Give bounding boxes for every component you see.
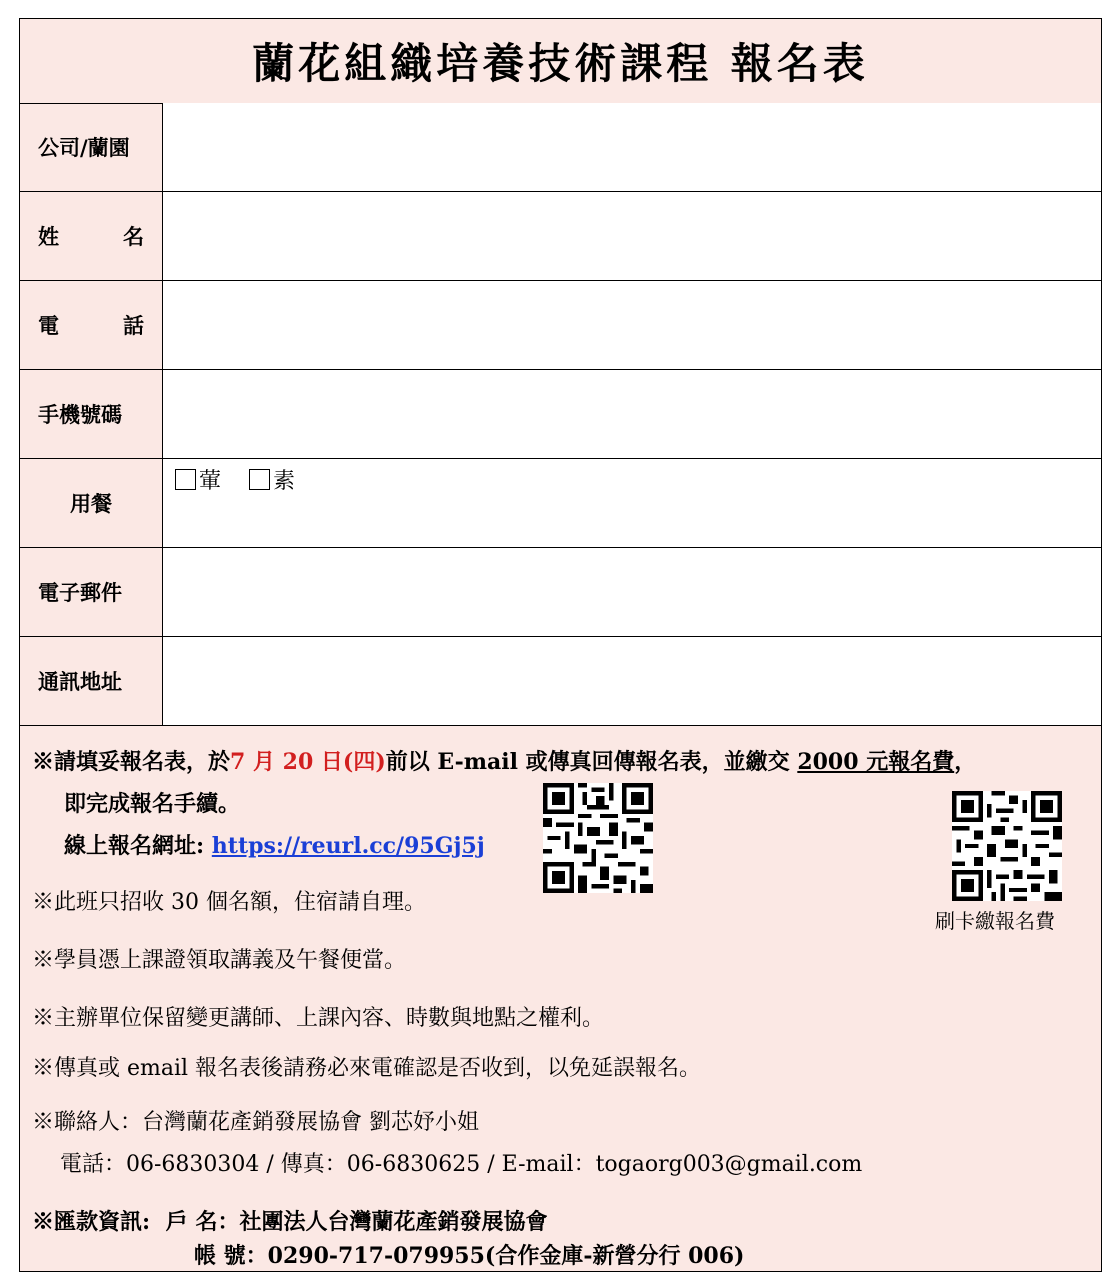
phone-field[interactable]	[163, 281, 1101, 369]
account-name: 戶 名：社團法人台灣蘭花產銷發展協會	[165, 1209, 548, 1235]
meal-option-veg[interactable]	[249, 464, 295, 495]
row-phone	[20, 281, 1101, 370]
row-mobile	[20, 370, 1101, 459]
notes-section	[20, 733, 1101, 1271]
mobile-label-text: 手機號碼	[38, 402, 122, 427]
meat-checkbox[interactable]	[175, 469, 196, 490]
registration-fee: 2000 元報名費	[797, 749, 955, 775]
qr-payment-caption: 刷卡繳報名費	[935, 909, 1055, 933]
meal-field	[163, 459, 1101, 547]
note-contact-details: 電話：06-6830304 / 傳真：06-6830625 / E-mail：togaorg003@gmail.com	[60, 1152, 863, 1177]
row-company	[20, 103, 1101, 192]
note-quota: ※此班只招收 30 個名額，住宿請自理。	[32, 890, 426, 915]
phone-label-b: 話	[123, 313, 144, 338]
mobile-label	[20, 370, 163, 458]
veg-option-label: 素	[273, 469, 296, 494]
email-field[interactable]	[163, 548, 1101, 636]
note-deadline-a: ※請填妥報名表，於	[32, 749, 231, 775]
row-email	[20, 548, 1101, 637]
address-label	[20, 637, 163, 725]
qr-code-payment[interactable]	[952, 791, 1062, 901]
note-online-url	[64, 829, 485, 860]
note-handout: ※學員憑上課證領取講義及午餐便當。	[32, 948, 407, 973]
company-label	[20, 103, 163, 191]
row-meal	[20, 459, 1101, 548]
veg-checkbox[interactable]	[249, 469, 270, 490]
qr-code-registration[interactable]	[543, 783, 653, 893]
note-deadline-c: ，	[954, 749, 977, 775]
account-number: 帳 號：0290-717-079955(合作金庫-新營分行 006)	[194, 1243, 745, 1269]
form-title: 蘭花組織培養技術課程 報名表	[20, 19, 1101, 104]
address-label-text: 通訊地址	[38, 669, 122, 694]
note-deadline	[32, 745, 976, 776]
meal-label-text: 用餐	[70, 491, 112, 516]
name-label-b: 名	[123, 224, 144, 249]
name-field[interactable]	[163, 192, 1101, 280]
email-label	[20, 548, 163, 636]
email-label-text: 電子郵件	[38, 580, 122, 605]
meat-option-label: 葷	[199, 469, 222, 494]
note-rights: ※主辦單位保留變更講師、上課內容、時數與地點之權利。	[32, 1006, 605, 1031]
mobile-field[interactable]	[163, 370, 1101, 458]
meal-options	[175, 464, 317, 495]
meal-label	[20, 459, 163, 547]
note-remittance	[32, 1205, 547, 1236]
remittance-label: ※匯款資訊:	[32, 1209, 151, 1235]
note-deadline-b: 前以 E-mail 或傳真回傳報名表，並繳交	[385, 749, 790, 775]
company-label-text: 公司/蘭園	[38, 135, 130, 160]
phone-label	[20, 281, 163, 369]
note-confirm: ※傳真或 email 報名表後請務必來電確認是否收到，以免延誤報名。	[32, 1056, 702, 1081]
name-label	[20, 192, 163, 280]
address-field[interactable]	[163, 637, 1101, 725]
company-field[interactable]	[163, 103, 1101, 191]
name-label-a: 姓	[38, 224, 59, 249]
meal-option-meat[interactable]	[175, 464, 221, 495]
row-address	[20, 637, 1101, 726]
qr-payment-graphic	[952, 791, 1062, 901]
note-contact: ※聯絡人：台灣蘭花產銷發展協會 劉芯妤小姐	[32, 1110, 479, 1135]
note-complete: 即完成報名手續。	[64, 791, 241, 817]
qr-registration-graphic	[543, 783, 653, 893]
online-registration-link[interactable]: https://reurl.cc/95Gj5j	[211, 833, 485, 859]
deadline-date: 7 月 20 日(四)	[230, 749, 386, 775]
registration-form	[19, 18, 1102, 1272]
phone-label-a: 電	[38, 313, 59, 338]
row-name	[20, 192, 1101, 281]
online-url-label: 線上報名網址:	[64, 833, 205, 859]
